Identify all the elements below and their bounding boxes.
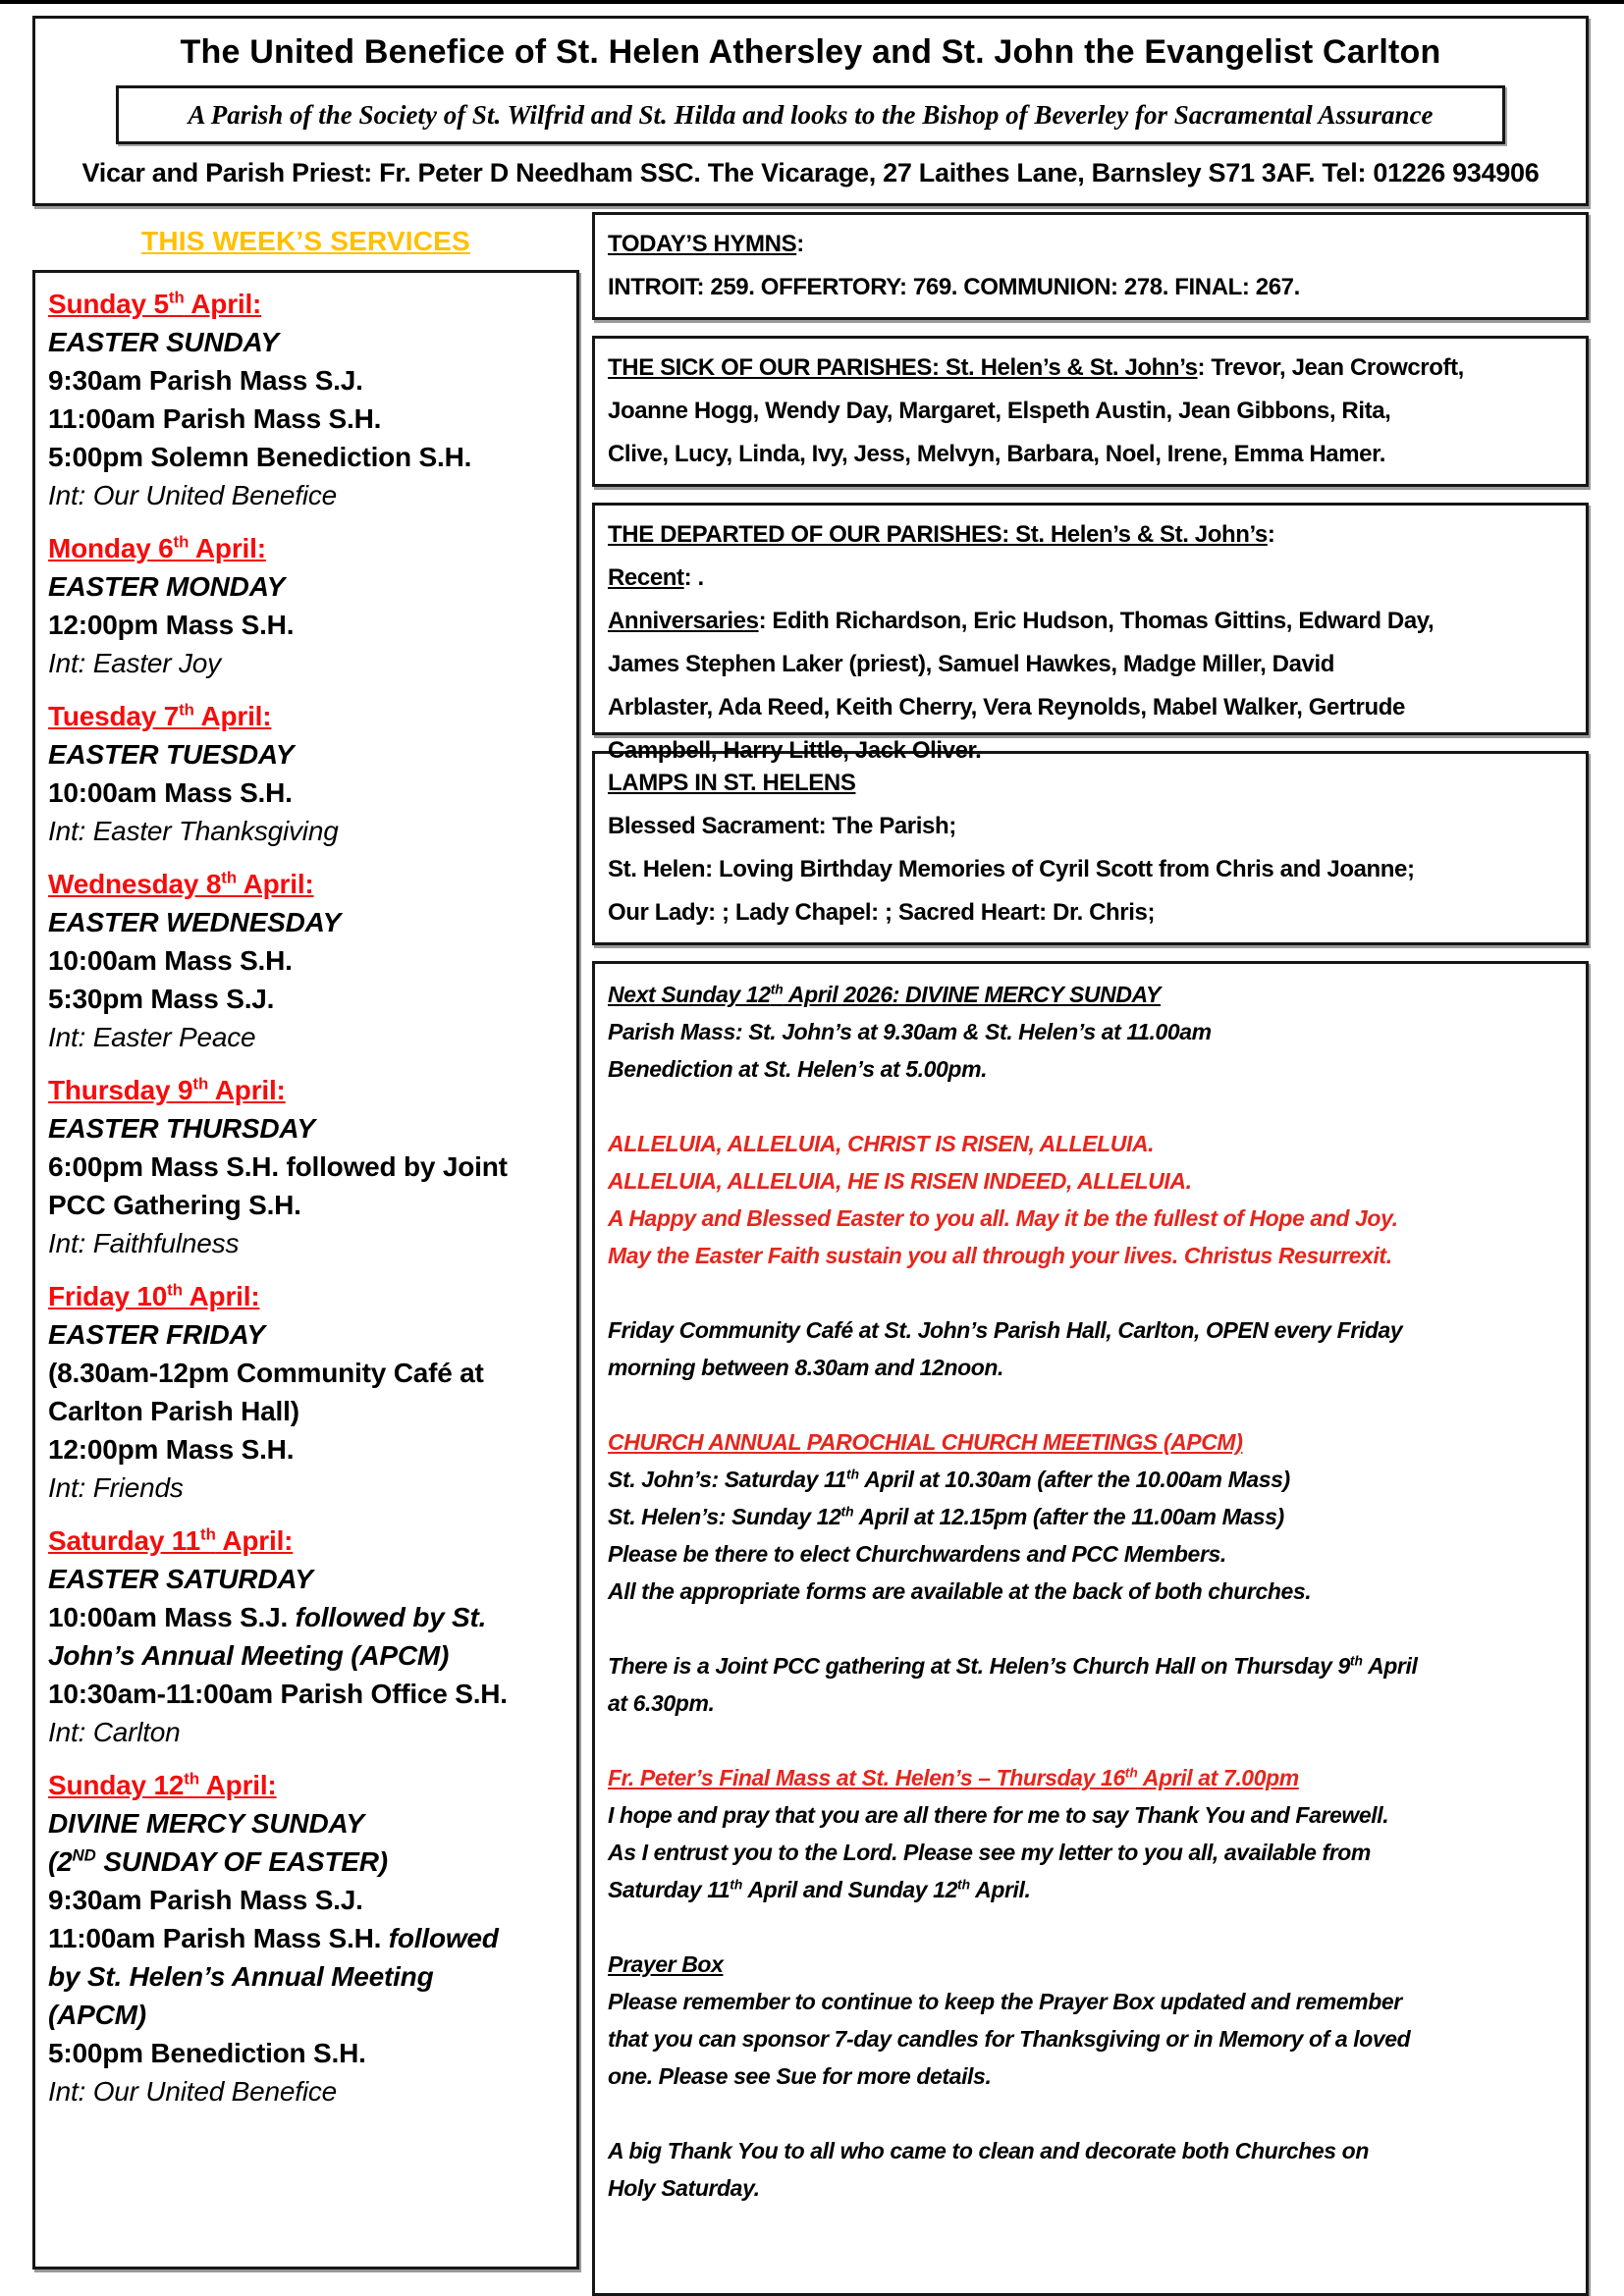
text-line: by St. Helen’s Annual Meeting	[48, 1961, 434, 1992]
text-line: Next Sunday 12th April 2026: DIVINE MERCY SUNDAY	[608, 982, 1161, 1007]
text-line: Clive, Lucy, Linda, Ivy, Jess, Melvyn, Barbara, Noel, Irene, Emma Hamer.	[608, 441, 1385, 467]
text-line: Blessed Sacrament: The Parish;	[608, 813, 956, 839]
departed-box	[592, 503, 1589, 764]
text-line: Int: Our United Benefice	[48, 480, 338, 510]
text-line: Carlton Parish Hall)	[48, 1396, 299, 1426]
text-line: St. Helen: Loving Birthday Memories of Cyril Scott from Chris and Joanne;	[608, 856, 1415, 882]
text-line: 9:30am Parish Mass S.J.	[48, 365, 363, 396]
text-line: Please be there to elect Churchwardens and PCC Members.	[608, 1541, 1226, 1567]
text-line	[608, 1722, 1573, 1759]
text-line: There is a Joint PCC gathering at St. Helen’s Church Hall on Thursday 9th April	[608, 1653, 1418, 1679]
text-line: St. Helen’s: Sunday 12th April at 12.15pm (after the 11.00am Mass)	[608, 1504, 1284, 1529]
text-line: EASTER FRIDAY	[48, 1319, 265, 1350]
text-line: Int: Easter Joy	[48, 648, 221, 678]
text-line: Monday 6th April:	[48, 532, 266, 563]
header-box	[32, 16, 1589, 206]
text-line: Fr. Peter’s Final Mass at St. Helen’s – Thursday 16th April at 7.00pm	[608, 1765, 1299, 1790]
text-line: INTROIT: 259. OFFERTORY: 769. COMMUNION: 278. FINAL: 267.	[608, 274, 1300, 300]
text-line: 11:00am Parish Mass S.H. followed	[48, 1923, 499, 1953]
text-line: I hope and pray that you are all there for me to say Thank You and Farewell.	[608, 1802, 1389, 1828]
text-line: 10:00am Mass S.J. followed by St.	[48, 1602, 487, 1632]
text-line: Our Lady: ; Lady Chapel: ; Sacred Heart: Dr. Chris;	[608, 899, 1156, 926]
sick-box	[592, 336, 1589, 487]
text-line: Parish Mass: St. John’s at 9.30am & St. Helen’s at 11.00am	[608, 1019, 1212, 1044]
text-line: As I entrust you to the Lord. Please see my letter to you all, available from	[608, 1840, 1371, 1865]
text-line: Sunday 12th April:	[48, 1769, 277, 1800]
text-line: A big Thank You to all who came to clean and decorate both Churches on	[608, 2138, 1369, 2163]
text-line: May the Easter Faith sustain you all through your lives. Christus Resurrexit.	[608, 1243, 1392, 1268]
text-line: EASTER WEDNESDAY	[48, 907, 342, 937]
text-line: 11:00am Parish Mass S.H.	[48, 403, 382, 434]
text-line: (8.30am-12pm Community Café at	[48, 1358, 484, 1388]
services-box	[32, 270, 579, 2269]
lamps-box	[592, 751, 1589, 945]
text-line: 5:00pm Benediction S.H.	[48, 2038, 366, 2068]
text-line: one. Please see Sue for more details.	[608, 2063, 992, 2089]
text-line: Int: Our United Benefice	[48, 2076, 338, 2107]
text-line: TODAY’S HYMNS:	[608, 231, 804, 257]
text-line: that you can sponsor 7-day candles for Thanksgiving or in Memory of a loved	[608, 2026, 1411, 2052]
services-column	[32, 212, 579, 2269]
text-line: 12:00pm Mass S.H.	[48, 1434, 295, 1465]
text-line: Friday 10th April:	[48, 1280, 260, 1311]
text-line: 10:30am-11:00am Parish Office S.H.	[48, 1679, 508, 1709]
text-line: ALLELUIA, ALLELUIA, HE IS RISEN INDEED, ALLELUIA.	[608, 1168, 1192, 1194]
text-line: PCC Gathering S.H.	[48, 1190, 301, 1220]
society-box	[116, 85, 1505, 144]
text-line	[608, 1274, 1573, 1311]
text-line: St. John’s: Saturday 11th April at 10.30am (after the 10.00am Mass)	[608, 1467, 1290, 1492]
text-line: 12:00pm Mass S.H.	[48, 610, 295, 640]
society-line: A Parish of the Society of St. Wilfrid and St. Hilda and looks to the Bishop of Beverley for Sacramental Assurance	[188, 100, 1434, 130]
text-line: Int: Easter Thanksgiving	[48, 816, 339, 846]
text-line	[608, 1386, 1573, 1423]
text-line: CHURCH ANNUAL PAROCHIAL CHURCH MEETINGS (APCM)	[608, 1429, 1243, 1455]
text-line: Holy Saturday.	[608, 2175, 760, 2201]
text-line: All the appropriate forms are available at the back of both churches.	[608, 1578, 1312, 1604]
text-line: Please remember to continue to keep the Prayer Box updated and remember	[608, 1989, 1402, 2014]
text-line: Recent: .	[608, 564, 704, 591]
text-line: James Stephen Laker (priest), Samuel Hawkes, Madge Miller, David	[608, 651, 1335, 677]
text-line: Anniversaries: Edith Richardson, Eric Hudson, Thomas Gittins, Edward Day,	[608, 608, 1435, 634]
text-line: EASTER SUNDAY	[48, 327, 279, 357]
text-line	[608, 1610, 1573, 1647]
text-line: morning between 8.30am and 12noon.	[608, 1355, 1004, 1380]
text-line: Campbell, Harry Little, Jack Oliver.	[608, 737, 982, 764]
text-line: THE SICK OF OUR PARISHES: St. Helen’s & St. John’s: Trevor, Jean Crowcroft,	[608, 354, 1464, 381]
text-line: Int: Friends	[48, 1472, 184, 1503]
text-line: EASTER THURSDAY	[48, 1113, 315, 1144]
text-line	[608, 1088, 1573, 1125]
text-line: Saturday 11th April and Sunday 12th April.	[608, 1877, 1031, 1902]
text-line: Prayer Box	[608, 1951, 724, 1977]
text-line: Saturday 11th April:	[48, 1524, 294, 1556]
text-line: Tuesday 7th April:	[48, 700, 272, 731]
content-columns	[32, 212, 1589, 2296]
text-line: Int: Faithfulness	[48, 1228, 240, 1258]
text-line: EASTER TUESDAY	[48, 739, 295, 770]
text-line: 5:00pm Solemn Benediction S.H.	[48, 442, 472, 472]
text-line: 10:00am Mass S.H.	[48, 777, 293, 808]
text-line: DIVINE MERCY SUNDAY	[48, 1808, 364, 1839]
text-line: A Happy and Blessed Easter to you all. May it be the fullest of Hope and Joy.	[608, 1205, 1398, 1231]
text-line: Joanne Hogg, Wendy Day, Margaret, Elspeth Austin, Jean Gibbons, Rita,	[608, 398, 1391, 424]
text-line: ALLELUIA, ALLELUIA, CHRIST IS RISEN, ALLELUIA.	[608, 1131, 1155, 1156]
text-line: Benediction at St. Helen’s at 5.00pm.	[608, 1056, 988, 1082]
text-line: Wednesday 8th April:	[48, 868, 314, 899]
text-line: THE DEPARTED OF OUR PARISHES: St. Helen’s & St. John’s:	[608, 521, 1275, 548]
text-line: 5:30pm Mass S.J.	[48, 984, 275, 1014]
text-line: 6:00pm Mass S.H. followed by Joint	[48, 1151, 508, 1182]
text-line: 9:30am Parish Mass S.J.	[48, 1885, 363, 1915]
text-line	[608, 1908, 1573, 1946]
text-line: Int: Carlton	[48, 1717, 181, 1747]
services-heading: THIS WEEK’S SERVICES	[141, 226, 470, 256]
text-line: EASTER MONDAY	[48, 571, 286, 602]
text-line: Sunday 5th April:	[48, 288, 262, 319]
text-line: (APCM)	[48, 2000, 146, 2030]
vicar-line: Vicar and Parish Priest: Fr. Peter D Needham SSC. The Vicarage, 27 Laithes Lane, Barnsley S71 3AF. Tel: 01226 934906	[81, 158, 1540, 187]
text-line: Thursday 9th April:	[48, 1074, 286, 1105]
text-line: Int: Easter Peace	[48, 1022, 256, 1052]
text-line	[608, 2095, 1573, 2132]
announcements-box	[592, 961, 1589, 2296]
text-line: Arblaster, Ada Reed, Keith Cherry, Vera Reynolds, Mabel Walker, Gertrude	[608, 694, 1405, 721]
text-line: EASTER SATURDAY	[48, 1564, 313, 1594]
text-line: at 6.30pm.	[608, 1690, 715, 1716]
hymns-box	[592, 212, 1589, 320]
text-line: 10:00am Mass S.H.	[48, 945, 293, 976]
text-line: John’s Annual Meeting (APCM)	[48, 1640, 450, 1671]
text-line: LAMPS IN ST. HELENS	[608, 770, 856, 796]
page-title: The United Benefice of St. Helen Athersley and St. John the Evangelist Carlton	[180, 33, 1441, 71]
text-line: Friday Community Café at St. John’s Parish Hall, Carlton, OPEN every Friday	[608, 1317, 1403, 1343]
text-line: (2ND SUNDAY OF EASTER)	[48, 1845, 388, 1877]
notices-column	[592, 212, 1589, 2296]
